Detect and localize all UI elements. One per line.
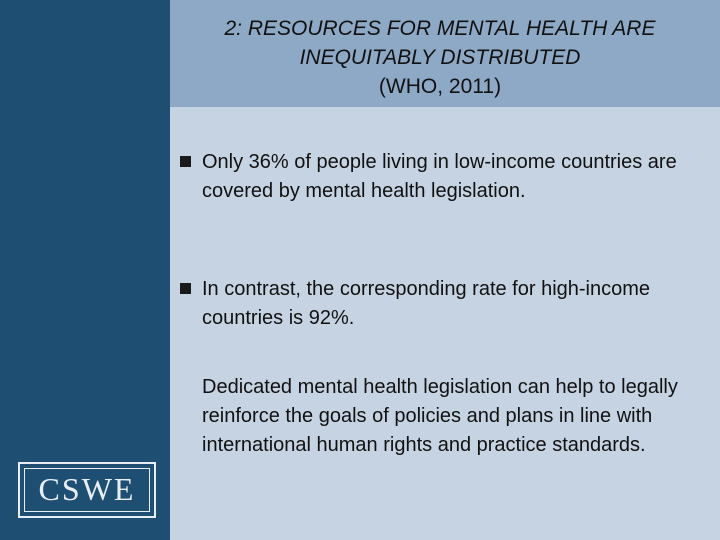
title-line-1: 2: RESOURCES FOR MENTAL HEALTH ARE	[224, 17, 656, 40]
bullet-text-3: Dedicated mental health legislation can help to legally reinforce the goals of policies and plans in line with international human rights and practice standards.	[202, 376, 678, 456]
square-bullet-icon	[180, 156, 191, 167]
left-sidebar	[0, 0, 170, 540]
paragraph-item-3	[202, 373, 692, 460]
slide-title	[170, 14, 710, 101]
logo-text: CSWE	[38, 471, 136, 507]
title-line-3: (WHO, 2011)	[378, 75, 502, 98]
cswe-logo	[18, 462, 156, 518]
bullet-item-2	[202, 275, 692, 333]
square-bullet-icon	[180, 283, 191, 294]
bullet-text-2: In contrast, the corresponding rate for high-income countries is 92%.	[202, 278, 651, 329]
title-line-2: INEQUITABLY DISTRIBUTED	[299, 46, 581, 69]
bullet-item-1	[202, 148, 692, 206]
bullet-text-1: Only 36% of people living in low-income countries are covered by mental health legislation.	[202, 151, 677, 202]
